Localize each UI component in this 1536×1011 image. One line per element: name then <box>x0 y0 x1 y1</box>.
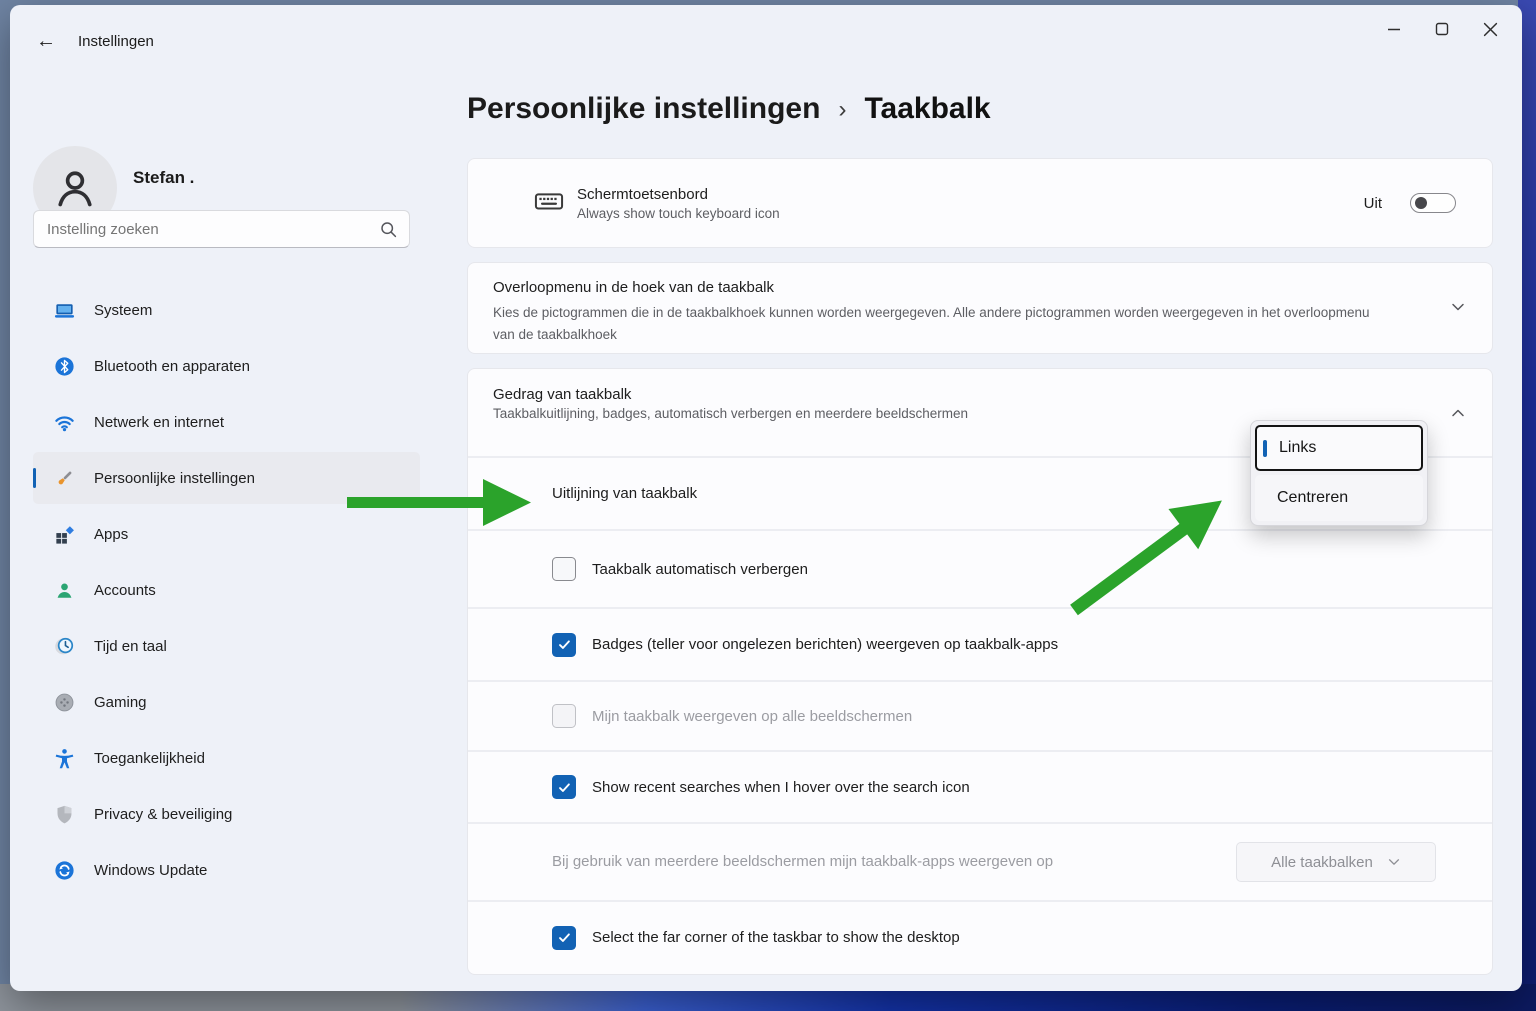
network-icon <box>52 410 76 434</box>
sidebar-item-label: Windows Update <box>94 861 208 879</box>
minimize-icon <box>1387 22 1401 36</box>
toggle-knob <box>1415 197 1427 209</box>
far-corner-label: Select the far corner of the taskbar to show the desktop <box>592 929 960 946</box>
breadcrumb-separator-icon: › <box>838 96 847 123</box>
page-title: Taakbalk <box>864 92 991 125</box>
accessibility-icon <box>52 746 76 770</box>
windows-update-icon <box>52 858 76 882</box>
touch-keyboard-toggle[interactable] <box>1410 193 1456 213</box>
row-badges <box>468 607 1492 680</box>
user-name: Stefan . <box>133 168 195 187</box>
far-corner-checkbox[interactable] <box>552 926 576 950</box>
recent-searches-label: Show recent searches when I hover over the search icon <box>592 778 970 796</box>
sidebar-item-persoonlijke-instellingen[interactable] <box>33 452 420 504</box>
all-displays-label: Mijn taakbalk weergeven op alle beeldschermen <box>592 707 913 725</box>
sidebar-item-privacy[interactable] <box>33 788 420 840</box>
sidebar <box>10 65 457 991</box>
keyboard-icon <box>533 185 565 222</box>
checkmark-icon <box>557 930 572 945</box>
touch-keyboard-title: Schermtoetsenbord <box>577 185 708 203</box>
sidebar-item-gaming[interactable] <box>33 676 420 728</box>
minimize-button[interactable] <box>1370 11 1418 47</box>
sidebar-item-bluetooth[interactable] <box>33 340 420 392</box>
taskbar-apps-select[interactable] <box>1236 842 1436 882</box>
sidebar-item-label: Apps <box>94 525 129 543</box>
sidebar-item-windows-update[interactable] <box>33 844 420 896</box>
sidebar-item-label: Systeem <box>94 301 153 319</box>
taskbar-apps-select-value: Alle taakbalken <box>1271 853 1373 871</box>
checkmark-icon <box>557 780 572 795</box>
back-arrow-icon: ← <box>36 29 56 52</box>
sidebar-item-label: Accounts <box>94 581 156 599</box>
sidebar-item-label: Bluetooth en apparaten <box>94 357 250 375</box>
gaming-icon <box>52 690 76 714</box>
row-multiple-displays-apps <box>468 822 1492 900</box>
overflow-title: Overloopmenu in de hoek van de taakbalk <box>493 279 775 296</box>
time-language-icon <box>52 634 76 658</box>
row-far-corner-desktop <box>468 900 1492 973</box>
row-recent-searches <box>468 750 1492 822</box>
bluetooth-icon <box>52 354 76 378</box>
chevron-down-icon <box>1387 855 1401 869</box>
search-input[interactable] <box>34 221 380 238</box>
search-box[interactable] <box>33 210 410 248</box>
behavior-title: Gedrag van taakbalk <box>493 386 632 403</box>
auto-hide-checkbox[interactable] <box>552 557 576 581</box>
dropdown-option-label: Centreren <box>1277 489 1349 506</box>
multiple-displays-label: Bij gebruik van meerdere beeldschermen mijn taakbalk-apps weergeven op <box>552 853 1054 871</box>
chevron-up-icon[interactable] <box>1450 369 1466 456</box>
sidebar-nav <box>33 284 420 900</box>
sidebar-item-label: Toegankelijkheid <box>94 749 205 767</box>
badges-checkbox[interactable] <box>552 633 576 657</box>
touch-keyboard-subtitle: Always show touch keyboard icon <box>577 205 780 221</box>
sidebar-item-netwerk[interactable] <box>33 396 420 448</box>
sidebar-item-apps[interactable] <box>33 508 420 560</box>
privacy-icon <box>52 802 76 826</box>
dropdown-option-centreren[interactable] <box>1255 475 1423 521</box>
recent-searches-checkbox[interactable] <box>552 775 576 799</box>
close-button[interactable] <box>1466 11 1514 47</box>
dropdown-option-label: Links <box>1279 439 1317 456</box>
checkmark-icon <box>557 637 572 652</box>
maximize-button[interactable] <box>1418 11 1466 47</box>
taskbar-alignment-label: Uitlijning van taakbalk <box>552 485 698 502</box>
search-icon <box>380 221 397 238</box>
personalization-icon <box>52 466 76 490</box>
breadcrumb-parent[interactable]: Persoonlijke instellingen <box>467 92 821 125</box>
back-button[interactable] <box>30 27 62 55</box>
window-title: Instellingen <box>78 33 154 50</box>
behavior-subtitle: Taakbalkuitlijning, badges, automatisch verbergen en meerdere beeldschermen <box>493 406 969 421</box>
all-displays-checkbox[interactable] <box>552 704 576 728</box>
breadcrumb <box>467 92 991 126</box>
titlebar <box>10 5 1522 65</box>
user-icon <box>49 162 101 214</box>
sidebar-item-label: Privacy & beveiliging <box>94 805 233 823</box>
system-icon <box>52 298 76 322</box>
sidebar-item-toegankelijkheid[interactable] <box>33 732 420 784</box>
sidebar-item-label: Netwerk en internet <box>94 413 225 431</box>
card-overflow-menu[interactable] <box>467 262 1493 354</box>
dropdown-option-links[interactable] <box>1255 425 1423 471</box>
sidebar-item-label: Persoonlijke instellingen <box>94 469 255 487</box>
auto-hide-label: Taakbalk automatisch verbergen <box>592 560 808 578</box>
sidebar-item-label: Gaming <box>94 693 147 711</box>
accounts-icon <box>52 578 76 602</box>
badges-label: Badges (teller voor ongelezen berichten) weergeven op taakbalk-apps <box>592 636 1059 653</box>
sidebar-item-systeem[interactable] <box>33 284 420 336</box>
apps-icon <box>52 522 76 546</box>
sidebar-item-label: Tijd en taal <box>94 637 167 655</box>
alignment-dropdown-flyout <box>1250 420 1428 526</box>
maximize-icon <box>1435 22 1449 36</box>
sidebar-item-accounts[interactable] <box>33 564 420 616</box>
row-show-on-all-displays <box>468 680 1492 750</box>
sidebar-item-tijd-en-taal[interactable] <box>33 620 420 672</box>
toggle-state-label: Uit <box>1363 194 1382 212</box>
close-icon <box>1483 22 1498 37</box>
card-touch-keyboard <box>467 158 1493 248</box>
row-auto-hide <box>468 529 1492 607</box>
chevron-down-icon[interactable] <box>1450 299 1466 315</box>
overflow-description: Kies de pictogrammen die in de taakbalkhoek kunnen worden weergegeven. Alle andere pictogrammen worden weergegeven in het overloopmenu van de taakbalkhoek <box>493 305 1370 343</box>
